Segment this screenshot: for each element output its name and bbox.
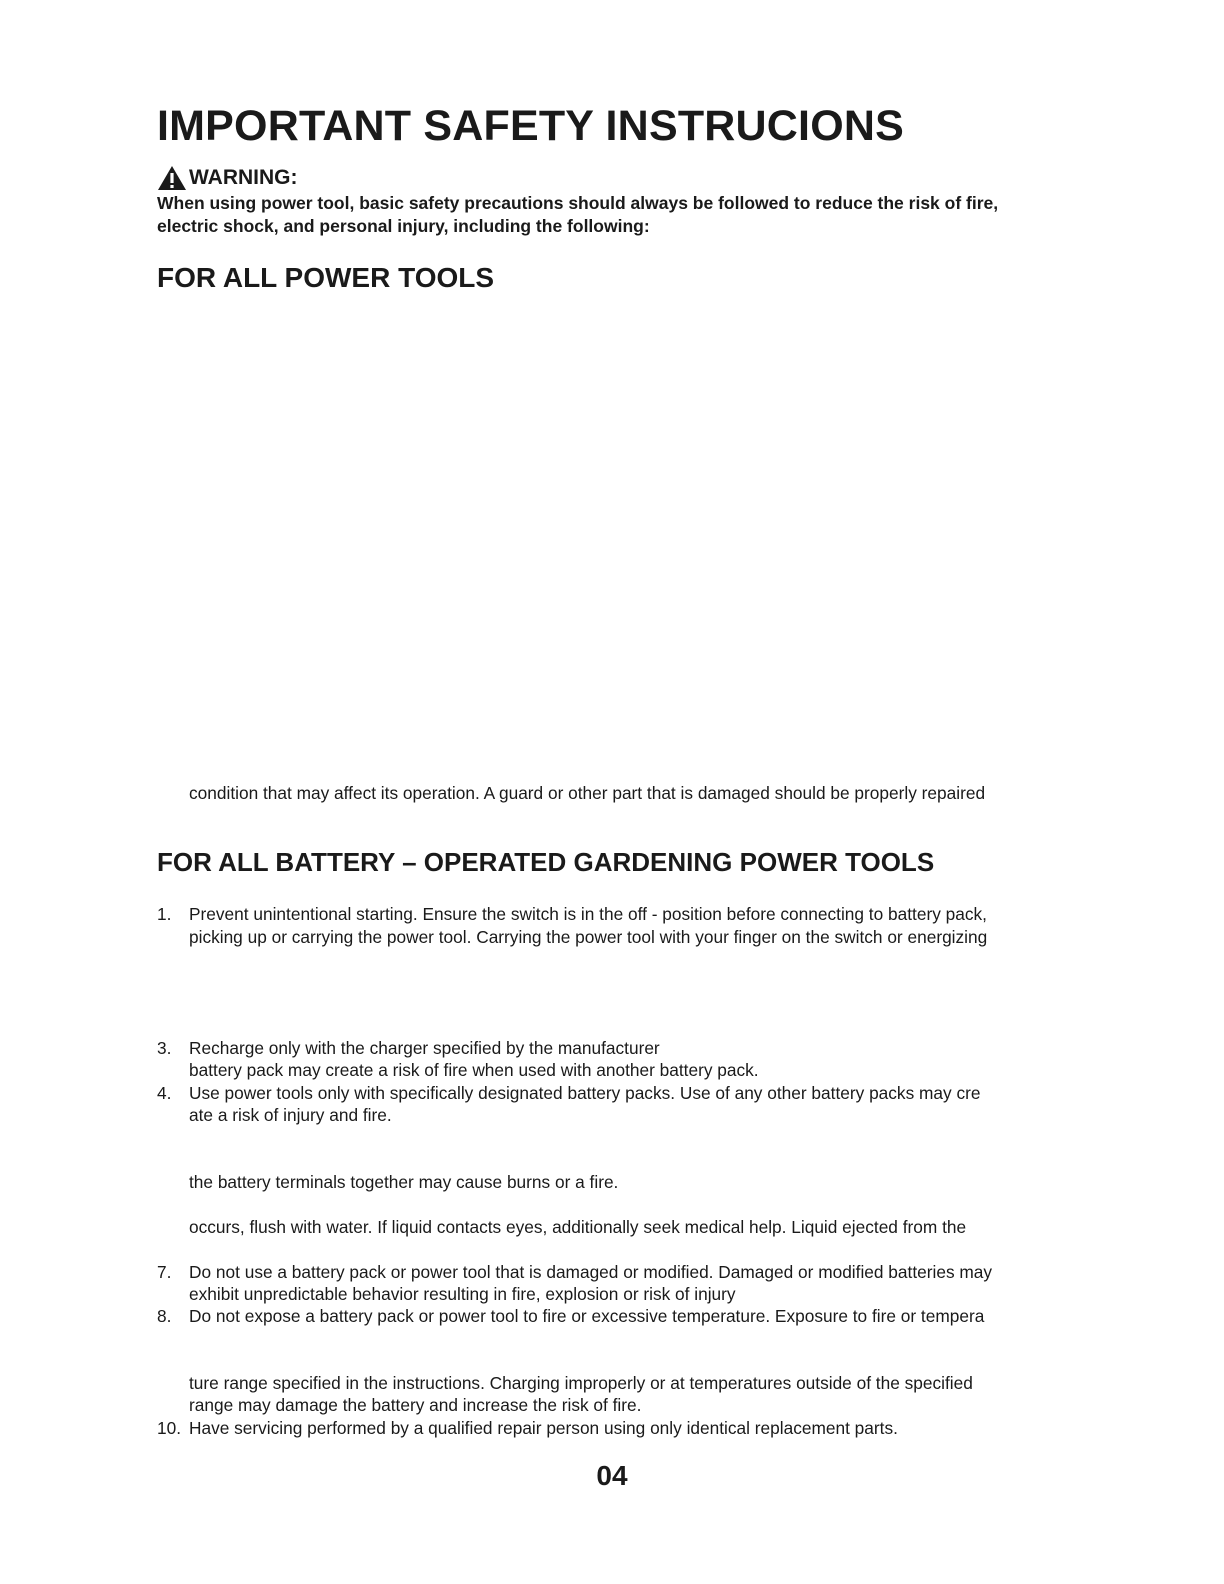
warning-body-line-1: When using power tool, basic safety precautions should always be followed to reduce the risk of fire, xyxy=(157,193,999,213)
warning-label xyxy=(157,165,298,191)
list-item-line: Prevent unintentional starting. Ensure the switch is in the off - position before connecting to battery pack, xyxy=(189,904,987,924)
section1-text-line: condition that may affect its operation. A guard or other part that is damaged should be properly repaired xyxy=(189,783,986,803)
list-item-line: range may damage the battery and increase the risk of fire. xyxy=(189,1395,642,1415)
list-item-line: Do not expose a battery pack or power tool to fire or excessive temperature. Exposure to fire or tempera xyxy=(189,1306,985,1326)
list-item-line: Do not use a battery pack or power tool that is damaged or modified. Damaged or modified batteries may xyxy=(189,1262,993,1282)
list-item-line: picking up or carrying the power tool. Carrying the power tool with your finger on the switch or energizing xyxy=(189,927,988,947)
list-item-number: 3. xyxy=(157,1038,172,1058)
list-item-line: ate a risk of injury and fire. xyxy=(189,1105,392,1125)
list-item-line: battery pack may create a risk of fire when used with another battery pack. xyxy=(189,1060,759,1080)
list-item-line: Use power tools only with specifically designated battery packs. Use of any other battery packs may cre xyxy=(189,1083,981,1103)
list-item-line: Recharge only with the charger specified by the manufacturer xyxy=(189,1038,660,1058)
list-item-line: exhibit unpredictable behavior resulting in fire, explosion or risk of injury xyxy=(189,1284,736,1304)
section-heading-power-tools: FOR ALL POWER TOOLS xyxy=(157,262,495,293)
list-item-number: 4. xyxy=(157,1083,172,1103)
list-item-line: Have servicing performed by a qualified repair person using only identical replacement parts. xyxy=(189,1418,898,1438)
list-item-number: 1. xyxy=(157,904,172,924)
warning-body-line-2: electric shock, and personal injury, including the following: xyxy=(157,216,650,236)
warning-triangle-icon xyxy=(157,165,187,191)
list-item-number: 10. xyxy=(157,1418,182,1438)
list-item-line: occurs, flush with water. If liquid contacts eyes, additionally seek medical help. Liquid ejected from the xyxy=(189,1217,967,1237)
section-heading-battery-tools: FOR ALL BATTERY – OPERATED GARDENING POWER TOOLS xyxy=(157,847,935,877)
list-item-line: the battery terminals together may cause burns or a fire. xyxy=(189,1172,619,1192)
list-item-number: 8. xyxy=(157,1306,172,1326)
page-title: IMPORTANT SAFETY INSTRUCIONS xyxy=(157,102,904,150)
page-number: 04 xyxy=(596,1460,628,1491)
warning-text: WARNING: xyxy=(189,166,298,189)
list-item-line: ture range specified in the instructions. Charging improperly or at temperatures outside of the specified xyxy=(189,1373,973,1393)
list-item-number: 7. xyxy=(157,1262,172,1282)
